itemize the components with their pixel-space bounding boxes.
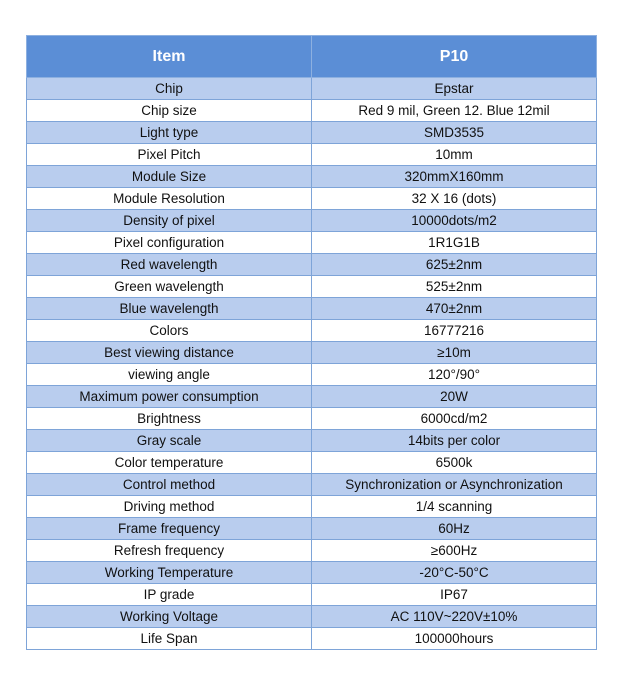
spec-value-cell: 6000cd/m2	[312, 408, 597, 430]
spec-item-cell: Driving method	[27, 496, 312, 518]
spec-item-cell: Brightness	[27, 408, 312, 430]
spec-value-cell: Epstar	[312, 78, 597, 100]
spec-value-cell: 6500k	[312, 452, 597, 474]
spec-value-cell: 1/4 scanning	[312, 496, 597, 518]
table-row	[27, 276, 597, 298]
spec-value-cell: Synchronization or Asynchronization	[312, 474, 597, 496]
spec-item-cell: Density of pixel	[27, 210, 312, 232]
table-header-row	[27, 36, 597, 78]
table-row	[27, 320, 597, 342]
spec-item-cell: Blue wavelength	[27, 298, 312, 320]
table-row	[27, 452, 597, 474]
spec-value-cell: ≥10m	[312, 342, 597, 364]
spec-value-cell: -20°C-50°C	[312, 562, 597, 584]
table-row	[27, 232, 597, 254]
spec-value-cell: 16777216	[312, 320, 597, 342]
spec-value-cell: Red 9 mil, Green 12. Blue 12mil	[312, 100, 597, 122]
spec-value-cell: 1R1G1B	[312, 232, 597, 254]
spec-value-cell: 625±2nm	[312, 254, 597, 276]
spec-item-cell: Life Span	[27, 628, 312, 650]
spec-value-cell: 470±2nm	[312, 298, 597, 320]
spec-item-cell: Pixel configuration	[27, 232, 312, 254]
spec-item-cell: Light type	[27, 122, 312, 144]
table-row	[27, 210, 597, 232]
table-row	[27, 496, 597, 518]
table-row	[27, 166, 597, 188]
spec-item-cell: Frame frequency	[27, 518, 312, 540]
spec-table	[26, 35, 597, 650]
table-row	[27, 628, 597, 650]
spec-item-cell: Refresh frequency	[27, 540, 312, 562]
spec-value-cell: 14bits per color	[312, 430, 597, 452]
table-row	[27, 188, 597, 210]
spec-value-cell: 60Hz	[312, 518, 597, 540]
spec-item-cell: Red wavelength	[27, 254, 312, 276]
table-row	[27, 298, 597, 320]
spec-item-cell: Gray scale	[27, 430, 312, 452]
spec-item-cell: Green wavelength	[27, 276, 312, 298]
spec-value-cell: SMD3535	[312, 122, 597, 144]
spec-value-cell: AC 110V~220V±10%	[312, 606, 597, 628]
spec-value-cell: 100000hours	[312, 628, 597, 650]
spec-value-cell: 10mm	[312, 144, 597, 166]
spec-value-cell: 320mmX160mm	[312, 166, 597, 188]
spec-item-cell: Working Voltage	[27, 606, 312, 628]
spec-item-cell: Color temperature	[27, 452, 312, 474]
table-row	[27, 122, 597, 144]
spec-item-cell: Chip	[27, 78, 312, 100]
table-row	[27, 386, 597, 408]
spec-value-cell: 10000dots/m2	[312, 210, 597, 232]
table-row	[27, 584, 597, 606]
column-header-model: P10	[312, 36, 597, 78]
spec-item-cell: Chip size	[27, 100, 312, 122]
table-row	[27, 78, 597, 100]
table-row	[27, 430, 597, 452]
spec-item-cell: IP grade	[27, 584, 312, 606]
spec-item-cell: Maximum power consumption	[27, 386, 312, 408]
spec-item-cell: Best viewing distance	[27, 342, 312, 364]
spec-item-cell: Colors	[27, 320, 312, 342]
table-row	[27, 254, 597, 276]
spec-item-cell: Working Temperature	[27, 562, 312, 584]
table-row	[27, 518, 597, 540]
spec-value-cell: IP67	[312, 584, 597, 606]
spec-value-cell: 32 X 16 (dots)	[312, 188, 597, 210]
table-row	[27, 364, 597, 386]
spec-value-cell: 120°/90°	[312, 364, 597, 386]
table-row	[27, 144, 597, 166]
table-row	[27, 342, 597, 364]
column-header-item: Item	[27, 36, 312, 78]
spec-value-cell: 20W	[312, 386, 597, 408]
spec-table-body	[27, 78, 597, 650]
table-row	[27, 474, 597, 496]
table-row	[27, 562, 597, 584]
spec-item-cell: Module Size	[27, 166, 312, 188]
spec-item-cell: Control method	[27, 474, 312, 496]
spec-item-cell: viewing angle	[27, 364, 312, 386]
spec-item-cell: Module Resolution	[27, 188, 312, 210]
spec-value-cell: ≥600Hz	[312, 540, 597, 562]
table-row	[27, 540, 597, 562]
spec-value-cell: 525±2nm	[312, 276, 597, 298]
spec-item-cell: Pixel Pitch	[27, 144, 312, 166]
table-row	[27, 408, 597, 430]
table-row	[27, 606, 597, 628]
table-row	[27, 100, 597, 122]
